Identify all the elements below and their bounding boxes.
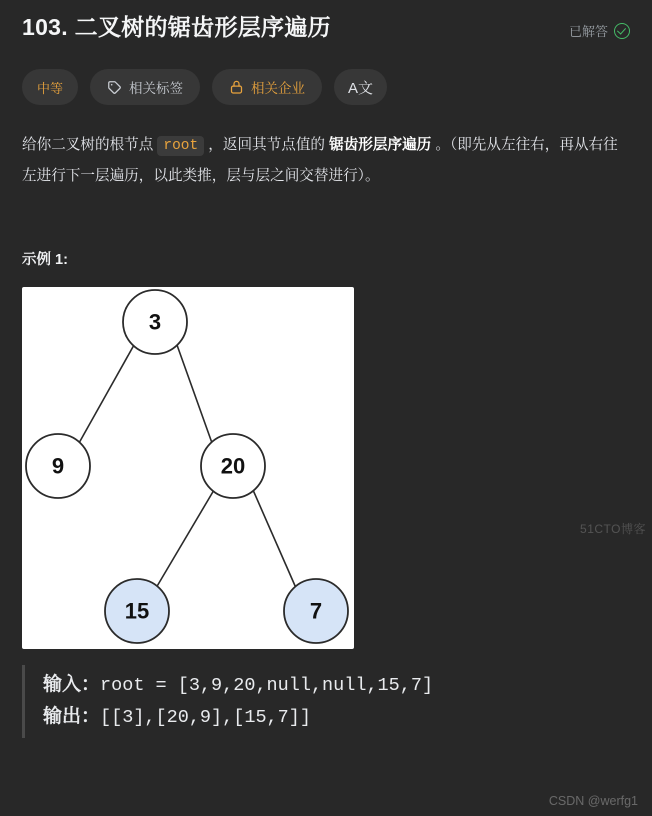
description-part-1: 给你二叉树的根节点 [22, 137, 158, 154]
related-tags-chip-label: 相关标签 [129, 81, 184, 97]
example-output-line [43, 701, 630, 734]
difficulty-chip[interactable] [22, 69, 78, 105]
check-circle-icon [614, 23, 630, 39]
example-input-line [43, 669, 630, 702]
status-badge [569, 12, 630, 40]
font-toggle-chip[interactable] [334, 69, 387, 105]
problem-description [22, 131, 630, 192]
example-output-label: 输出： [43, 706, 101, 728]
related-tags-chip[interactable] [90, 69, 200, 105]
example-input-value: root = [3,9,20,null,null,15,7] [100, 674, 434, 696]
description-part-3: 。（即先从左往右，再从右往左进行下一层遍历，以此类推，层与层之间交替进行）。 [22, 137, 618, 184]
status-label: 已解答 [568, 24, 608, 39]
font-toggle-label: A文 [348, 79, 374, 97]
example-output-value: [[3],[20,9],[15,7]] [100, 707, 311, 729]
meta-chip-row [22, 69, 630, 105]
description-emphasis: 锯齿形层序遍历 [329, 137, 432, 154]
lock-icon [229, 79, 244, 95]
tree-nodes [26, 290, 348, 643]
root-code-token: root [157, 136, 204, 156]
difficulty-chip-label: 中等 [37, 80, 64, 96]
edge-20-15 [156, 490, 214, 588]
example-input-label: 输入： [43, 673, 101, 695]
watermark-side: 51CTO博客 [580, 522, 646, 536]
description-part-2: ，返回其节点值的 [204, 137, 330, 154]
binary-tree-figure [22, 287, 354, 649]
tree-node-3-label: 3 [148, 309, 162, 335]
example-io-block [22, 665, 630, 739]
tree-node-15-label: 15 [124, 598, 150, 624]
tree-node-20-label: 20 [220, 453, 246, 479]
edge-3-20 [177, 345, 212, 443]
tag-icon [107, 80, 122, 95]
header [22, 0, 630, 43]
tree-node-7-label: 7 [309, 598, 323, 624]
edge-3-9 [79, 345, 134, 443]
watermark-bottom: CSDN @werfg1 [548, 794, 638, 808]
tree-node-9-label: 9 [51, 453, 65, 479]
page-title: 103. 二叉树的锯齿形层序遍历 [22, 14, 331, 40]
binary-tree-svg [22, 287, 354, 649]
example-title: 示例 1: [22, 251, 68, 268]
related-companies-chip[interactable] [212, 69, 322, 105]
edge-20-7 [253, 490, 296, 588]
related-companies-chip-label: 相关企业 [251, 81, 306, 97]
